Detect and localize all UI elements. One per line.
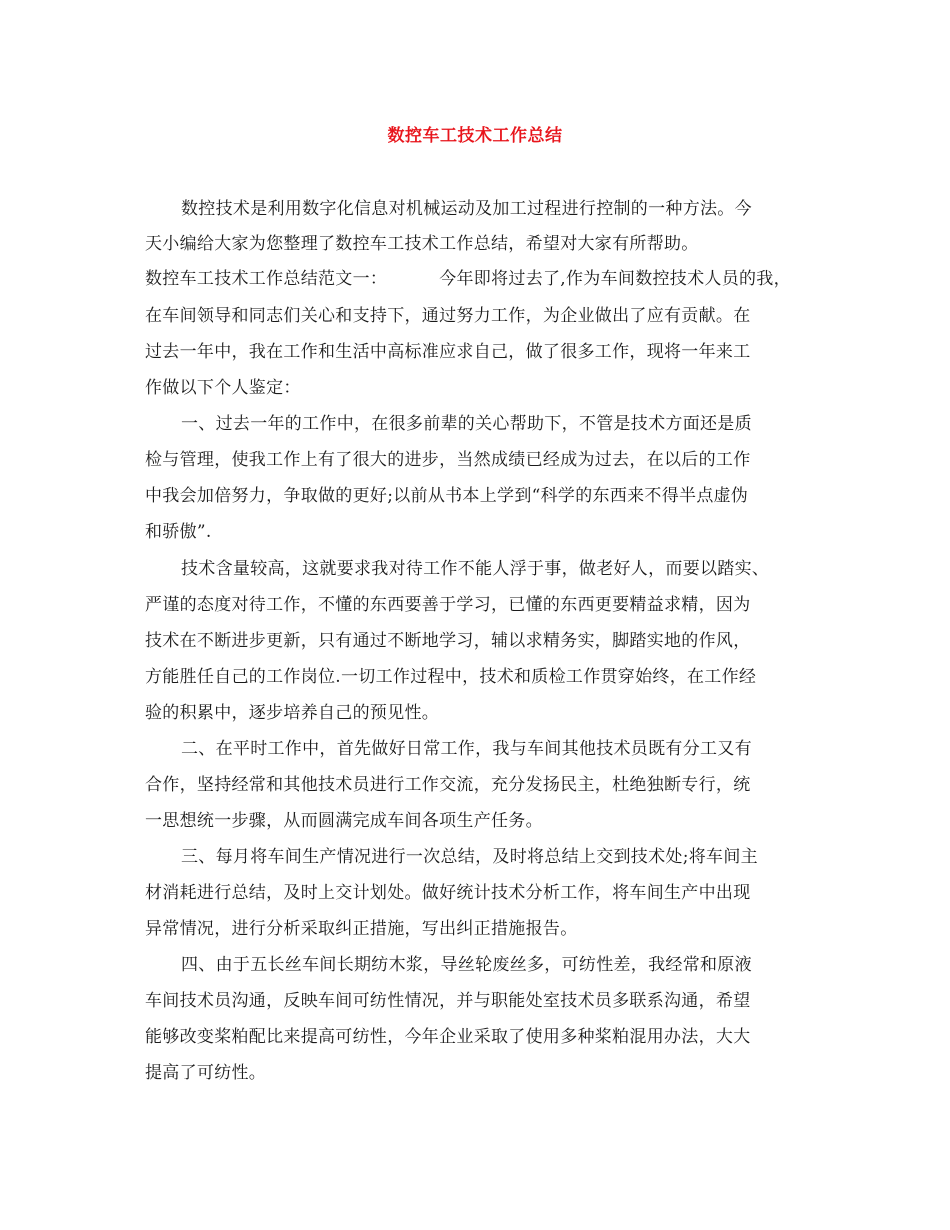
paragraph-line: 提高了可纺性。: [145, 1063, 267, 1083]
document-title: 数控车工技术工作总结: [387, 126, 563, 146]
paragraph-line: 作做以下个人鉴定：: [145, 378, 301, 398]
paragraph-line: 天小编给大家为您整理了数控车工技术工作总结，希望对大家有所帮助。: [145, 234, 699, 254]
sample-heading: 数控车工技术工作总结范文一：: [145, 269, 388, 289]
paragraph-line: 异常情况，进行分析采取纠正措施，写出纠正措施报告。: [145, 919, 578, 939]
paragraph-line: 检与管理，使我工作上有了很大的进步，当然成绩已经成为过去，在以后的工作: [145, 450, 751, 470]
paragraph-line: 四、由于五长丝车间长期纺木浆，导丝轮废丝多，可纺性差，我经常和原液: [181, 955, 752, 975]
paragraph-line: 中我会加倍努力，争取做的更好;以前从书本上学到“科学的东西来不得半点虚伪: [145, 486, 749, 506]
paragraph-line: 严谨的态度对待工作，不懂的东西要善于学习，已懂的东西更要精益求精，因为: [145, 595, 751, 615]
paragraph-line: 一思想统一步骤，从而圆满完成车间各项生产任务。: [145, 811, 543, 831]
paragraph-line: 技术在不断进步更新，只有通过不断地学习，辅以求精务实，脚踏实地的作风，: [145, 631, 751, 651]
paragraph-line: 能够改变桨粕配比来提高可纺性，今年企业采取了使用多种桨粕混用办法，大大: [145, 1027, 751, 1047]
paragraph-line: 验的积累中，逐步培养自己的预见性。: [145, 703, 440, 723]
paragraph-line: 一、过去一年的工作中，在很多前辈的关心帮助下，不管是技术方面还是质: [181, 414, 752, 434]
paragraph-line: 二、在平时工作中，首先做好日常工作，我与车间其他技术员既有分工又有: [181, 739, 752, 759]
paragraph-line: 三、每月将车间生产情况进行一次总结，及时将总结上交到技术处;将车间主: [181, 847, 758, 867]
paragraph-line: 合作，坚持经常和其他技术员进行工作交流，充分发扬民主，杜绝独断专行，统: [145, 775, 751, 795]
paragraph-line: [145, 267, 791, 291]
paragraph-line: 数控技术是利用数字化信息对机械运动及加工过程进行控制的一种方法。今: [181, 199, 752, 219]
paragraph-line: 和骄傲”.: [145, 522, 212, 542]
paragraph-line: 材消耗进行总结，及时上交计划处。做好统计技术分析工作，将车间生产中出现: [145, 883, 751, 903]
paragraph-line: 过去一年中，我在工作和生活中高标准应求自己，做了很多工作，现将一年来工: [145, 342, 751, 362]
paragraph-line: 在车间领导和同志们关心和支持下，通过努力工作，为企业做出了应有贡献。在: [145, 306, 751, 326]
paragraph-text: 今年即将过去了,作为车间数控技术人员的我，: [439, 269, 791, 289]
paragraph-line: 技术含量较高，这就要求我对待工作不能人浮于事，做老好人，而要以踏实、: [181, 559, 770, 579]
paragraph-line: 车间技术员沟通，反映车间可纺性情况，并与职能处室技术员多联系沟通，希望: [145, 991, 751, 1011]
paragraph-line: 方能胜任自己的工作岗位.一切工作过程中，技术和质检工作贯穿始终，在工作经: [145, 667, 757, 687]
